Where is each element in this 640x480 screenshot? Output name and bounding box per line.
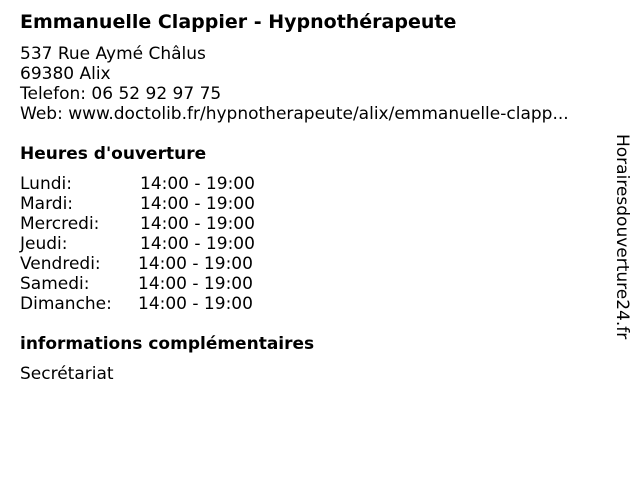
site-watermark: Horairesdouverture24.fr: [612, 134, 632, 340]
day-label: Jeudi:: [20, 234, 68, 254]
day-label: Lundi:: [20, 174, 72, 194]
phone-number: Telefon: 06 52 92 97 75: [20, 84, 222, 104]
business-title: Emmanuelle Clappier - Hypnothérapeute: [20, 11, 457, 33]
day-hours: 14:00 - 19:00: [138, 274, 253, 294]
day-hours: 14:00 - 19:00: [138, 294, 253, 314]
day-label: Mardi:: [20, 194, 74, 214]
additional-info-heading: informations complémentaires: [20, 334, 315, 354]
day-hours: 14:00 - 19:00: [140, 214, 255, 234]
day-label: Vendredi:: [20, 254, 101, 274]
day-label: Mercredi:: [20, 214, 100, 234]
additional-info-text: Secrétariat: [20, 364, 114, 384]
address-street: 537 Rue Aymé Châlus: [20, 44, 206, 64]
address-city: 69380 Alix: [20, 64, 111, 84]
day-label: Dimanche:: [20, 294, 112, 314]
day-label: Samedi:: [20, 274, 90, 294]
day-hours: 14:00 - 19:00: [140, 234, 255, 254]
day-hours: 14:00 - 19:00: [140, 194, 255, 214]
opening-hours-heading: Heures d'ouverture: [20, 144, 207, 164]
day-hours: 14:00 - 19:00: [140, 174, 255, 194]
day-hours: 14:00 - 19:00: [138, 254, 253, 274]
website-url: Web: www.doctolib.fr/hypnotherapeute/alix/emmanuelle-clapp...: [20, 104, 569, 124]
